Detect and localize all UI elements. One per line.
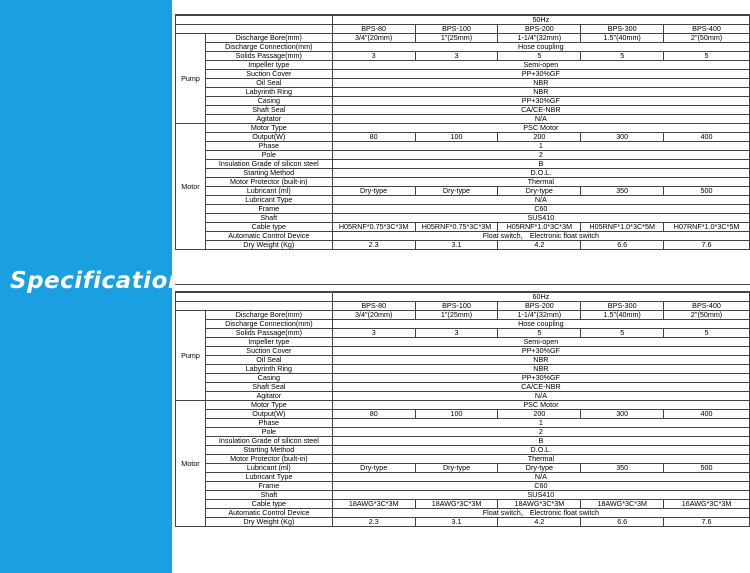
spec-value: 400	[664, 133, 750, 142]
spec-label: Discharge Connection(mm)	[205, 43, 332, 52]
spec-value-shared: Hose coupling	[332, 320, 749, 329]
spec-label: Shaft	[205, 491, 332, 500]
spec-row	[176, 187, 750, 196]
spec-value: 4.2	[498, 518, 581, 527]
spec-value-shared: N/A	[332, 196, 749, 205]
model-header: BPS-300	[581, 302, 664, 311]
spec-label: Frame	[205, 482, 332, 491]
spec-row	[176, 70, 750, 79]
sidebar-banner	[0, 0, 185, 573]
spec-value-shared: NBR	[332, 88, 749, 97]
spec-row	[176, 52, 750, 61]
frequency-header: 50Hz	[332, 16, 749, 25]
spec-value: H05RNF*1.0*3C*3M	[498, 223, 581, 232]
spec-label: Output(W)	[205, 410, 332, 419]
spec-value: 100	[415, 133, 498, 142]
spec-row	[176, 320, 750, 329]
spec-row	[176, 311, 750, 320]
spec-row	[176, 437, 750, 446]
spec-row	[176, 88, 750, 97]
spec-label: Dry Weight (Kg)	[205, 241, 332, 250]
model-header-row	[176, 302, 750, 311]
spec-value-shared: PSC Motor	[332, 401, 749, 410]
spec-row	[176, 455, 750, 464]
spec-row	[176, 124, 750, 133]
spec-label: Starting Method	[205, 446, 332, 455]
spec-row	[176, 518, 750, 527]
spec-value-shared: PP+30%GF	[332, 374, 749, 383]
spec-label: Labyrinth Ring	[205, 365, 332, 374]
spec-value: 3	[415, 52, 498, 61]
spec-label: Automatic Control Device	[205, 232, 332, 241]
spec-row	[176, 205, 750, 214]
spec-value: 1"(25mm)	[415, 34, 498, 43]
spec-table-60hz	[175, 292, 750, 527]
group-label: Pump	[176, 34, 206, 124]
spec-value-shared: Float switch， Electronic float switch	[332, 509, 749, 518]
spec-label: Cable type	[205, 223, 332, 232]
spec-label: Starting Method	[205, 169, 332, 178]
blank-cell	[176, 302, 333, 311]
spec-value-shared: C60	[332, 205, 749, 214]
spec-value: 18AWG*3C*3M	[498, 500, 581, 509]
spec-value-shared: CA/CE-NBR	[332, 106, 749, 115]
spec-label: Solids Passage(mm)	[205, 329, 332, 338]
spec-label: Dry Weight (Kg)	[205, 518, 332, 527]
spec-value: 3.1	[415, 518, 498, 527]
spec-value: 3	[415, 329, 498, 338]
spec-value: 2.3	[332, 518, 415, 527]
spec-value: 6.6	[581, 518, 664, 527]
spec-label: Agitator	[205, 392, 332, 401]
spec-value-shared: 2	[332, 151, 749, 160]
spec-row	[176, 151, 750, 160]
frequency-row	[176, 16, 750, 25]
spec-value: Dry-type	[332, 187, 415, 196]
blank-cell	[176, 293, 333, 302]
spec-value: 1"(25mm)	[415, 311, 498, 320]
spec-value: 200	[498, 133, 581, 142]
spec-value-shared: NBR	[332, 356, 749, 365]
spec-value: 2"(50mm)	[664, 311, 750, 320]
spec-row	[176, 223, 750, 232]
spec-value: 1-1/4"(32mm)	[498, 311, 581, 320]
spec-value-shared: Thermal	[332, 455, 749, 464]
spec-label: Discharge Bore(mm)	[205, 34, 332, 43]
spec-label: Solids Passage(mm)	[205, 52, 332, 61]
spec-value: 3.1	[415, 241, 498, 250]
spec-row	[176, 61, 750, 70]
spec-value: 2.3	[332, 241, 415, 250]
spec-row	[176, 347, 750, 356]
spec-value-shared: Semi-open	[332, 338, 749, 347]
spec-value: 18AWG*3C*3M	[332, 500, 415, 509]
model-header: BPS-200	[498, 302, 581, 311]
spec-value-shared: D.O.L.	[332, 446, 749, 455]
spec-row	[176, 482, 750, 491]
group-label: Motor	[176, 124, 206, 250]
model-header: BPS-80	[332, 25, 415, 34]
spec-value: 400	[664, 410, 750, 419]
spec-value-shared: C60	[332, 482, 749, 491]
spec-value-shared: 2	[332, 428, 749, 437]
spec-label: Motor Type	[205, 124, 332, 133]
spec-label: Lubricant (ml)	[205, 187, 332, 196]
spec-label: Lubricant (ml)	[205, 464, 332, 473]
spec-row	[176, 365, 750, 374]
spec-value: H05RNF*0.75*3C*3M	[415, 223, 498, 232]
spec-row	[176, 106, 750, 115]
spec-value: 7.6	[664, 241, 750, 250]
spec-label: Oil Seal	[205, 79, 332, 88]
spec-label: Casing	[205, 374, 332, 383]
model-header: BPS-200	[498, 25, 581, 34]
model-header: BPS-400	[664, 302, 750, 311]
spec-value-shared: Hose coupling	[332, 43, 749, 52]
spec-value: Dry-type	[498, 464, 581, 473]
spec-value: 7.6	[664, 518, 750, 527]
spec-value-shared: NBR	[332, 365, 749, 374]
spec-row	[176, 133, 750, 142]
model-header: BPS-100	[415, 302, 498, 311]
spec-value-shared: D.O.L.	[332, 169, 749, 178]
spec-value-shared: SUS410	[332, 214, 749, 223]
spec-label: Frame	[205, 205, 332, 214]
spec-value: 16AWG*3C*3M	[664, 500, 750, 509]
spec-label: Shaft Seal	[205, 106, 332, 115]
spec-row	[176, 196, 750, 205]
spec-row	[176, 410, 750, 419]
spec-value: 5	[664, 329, 750, 338]
spec-row	[176, 142, 750, 151]
spec-row	[176, 446, 750, 455]
spec-value: 80	[332, 410, 415, 419]
spec-value-shared: NBR	[332, 79, 749, 88]
spec-label: Lubricant Type	[205, 473, 332, 482]
blank-cell	[176, 25, 333, 34]
spec-value: 500	[664, 464, 750, 473]
spec-value-shared: 1	[332, 419, 749, 428]
spec-row	[176, 401, 750, 410]
spec-value: 200	[498, 410, 581, 419]
spec-value: 5	[498, 329, 581, 338]
spec-value: 3	[332, 52, 415, 61]
spec-label: Automatic Control Device	[205, 509, 332, 518]
spec-value: H07RNF*1.0*3C*5M	[664, 223, 750, 232]
spec-value-shared: CA/CE-NBR	[332, 383, 749, 392]
spec-label: Shaft	[205, 214, 332, 223]
spec-value: 4.2	[498, 241, 581, 250]
spec-table-50hz	[175, 15, 750, 250]
spec-value: 5	[498, 52, 581, 61]
spec-value-shared: Semi-open	[332, 61, 749, 70]
spec-row	[176, 43, 750, 52]
spec-value: Dry-type	[498, 187, 581, 196]
spec-row	[176, 79, 750, 88]
spec-row	[176, 428, 750, 437]
spec-row	[176, 509, 750, 518]
spec-label: Phase	[205, 142, 332, 151]
spec-value-shared: N/A	[332, 473, 749, 482]
spec-label: Cable type	[205, 500, 332, 509]
spec-value: 2"(50mm)	[664, 34, 750, 43]
spec-value-shared: 1	[332, 142, 749, 151]
spec-value-shared: PSC Motor	[332, 124, 749, 133]
spec-value: 5	[664, 52, 750, 61]
spec-row	[176, 160, 750, 169]
spec-row	[176, 115, 750, 124]
spec-value: 100	[415, 410, 498, 419]
spec-value: 500	[664, 187, 750, 196]
spec-value: Dry-type	[415, 187, 498, 196]
spec-label: Agitator	[205, 115, 332, 124]
spec-label: Insulation Grade of silicon steel	[205, 160, 332, 169]
spec-label: Motor Type	[205, 401, 332, 410]
spec-label: Suction Cover	[205, 70, 332, 79]
spec-value-shared: B	[332, 437, 749, 446]
spec-value: Dry-type	[415, 464, 498, 473]
spec-row	[176, 491, 750, 500]
spec-label: Suction Cover	[205, 347, 332, 356]
model-header: BPS-80	[332, 302, 415, 311]
table-spacer	[175, 284, 750, 292]
spec-row	[176, 169, 750, 178]
spec-value-shared: Float switch， Electronic float switch	[332, 232, 749, 241]
spec-row	[176, 214, 750, 223]
spec-row	[176, 329, 750, 338]
frequency-row	[176, 293, 750, 302]
spec-value: 1.5"(40mm)	[581, 34, 664, 43]
spec-row	[176, 464, 750, 473]
spec-value: 3/4"(20mm)	[332, 311, 415, 320]
spec-value: 18AWG*3C*3M	[581, 500, 664, 509]
spec-value: 6.6	[581, 241, 664, 250]
spec-value: 350	[581, 464, 664, 473]
spec-row	[176, 178, 750, 187]
spec-row	[176, 419, 750, 428]
spec-label: Discharge Bore(mm)	[205, 311, 332, 320]
spec-value: 5	[581, 52, 664, 61]
spec-label: Impeller type	[205, 338, 332, 347]
spec-value: 3/4"(20mm)	[332, 34, 415, 43]
spec-label: Oil Seal	[205, 356, 332, 365]
spec-value-shared: N/A	[332, 392, 749, 401]
spec-row	[176, 392, 750, 401]
spec-row	[176, 232, 750, 241]
spec-label: Discharge Connection(mm)	[205, 320, 332, 329]
spec-value: 3	[332, 329, 415, 338]
group-label: Motor	[176, 401, 206, 527]
model-header-row	[176, 25, 750, 34]
spec-value: H05RNF*1.0*3C*5M	[581, 223, 664, 232]
spec-value: 300	[581, 410, 664, 419]
spec-label: Motor Protector (built-in)	[205, 178, 332, 187]
spec-label: Lubricant Type	[205, 196, 332, 205]
model-header: BPS-100	[415, 25, 498, 34]
spec-label: Output(W)	[205, 133, 332, 142]
sidebar-title: Specification	[10, 268, 185, 294]
spec-label: Insulation Grade of silicon steel	[205, 437, 332, 446]
spec-value-shared: N/A	[332, 115, 749, 124]
spec-value-shared: PP+30%GF	[332, 347, 749, 356]
spec-label: Casing	[205, 97, 332, 106]
table-spacer	[175, 7, 750, 15]
spec-row	[176, 241, 750, 250]
spec-row	[176, 374, 750, 383]
spec-label: Pole	[205, 151, 332, 160]
spec-value-shared: SUS410	[332, 491, 749, 500]
spec-label: Pole	[205, 428, 332, 437]
frequency-header: 60Hz	[332, 293, 749, 302]
spec-row	[176, 356, 750, 365]
spec-value: 1-1/4"(32mm)	[498, 34, 581, 43]
spec-value: Dry-type	[332, 464, 415, 473]
spec-row	[176, 34, 750, 43]
spec-label: Motor Protector (built-in)	[205, 455, 332, 464]
spec-value-shared: PP+30%GF	[332, 97, 749, 106]
spec-value: 350	[581, 187, 664, 196]
spec-label: Shaft Seal	[205, 383, 332, 392]
spec-value-shared: PP+30%GF	[332, 70, 749, 79]
blank-cell	[176, 16, 333, 25]
group-label: Pump	[176, 311, 206, 401]
spec-value: 1.5"(40mm)	[581, 311, 664, 320]
spec-value: H05RNF*0.75*3C*3M	[332, 223, 415, 232]
spec-value-shared: B	[332, 160, 749, 169]
spec-label: Phase	[205, 419, 332, 428]
spec-row	[176, 500, 750, 509]
spec-row	[176, 383, 750, 392]
spec-value-shared: Thermal	[332, 178, 749, 187]
spec-row	[176, 97, 750, 106]
spec-value: 5	[581, 329, 664, 338]
spec-value: 18AWG*3C*3M	[415, 500, 498, 509]
spec-row	[176, 473, 750, 482]
spec-label: Labyrinth Ring	[205, 88, 332, 97]
model-header: BPS-300	[581, 25, 664, 34]
spec-value: 80	[332, 133, 415, 142]
spec-value: 300	[581, 133, 664, 142]
model-header: BPS-400	[664, 25, 750, 34]
spec-row	[176, 338, 750, 347]
spec-label: Impeller type	[205, 61, 332, 70]
